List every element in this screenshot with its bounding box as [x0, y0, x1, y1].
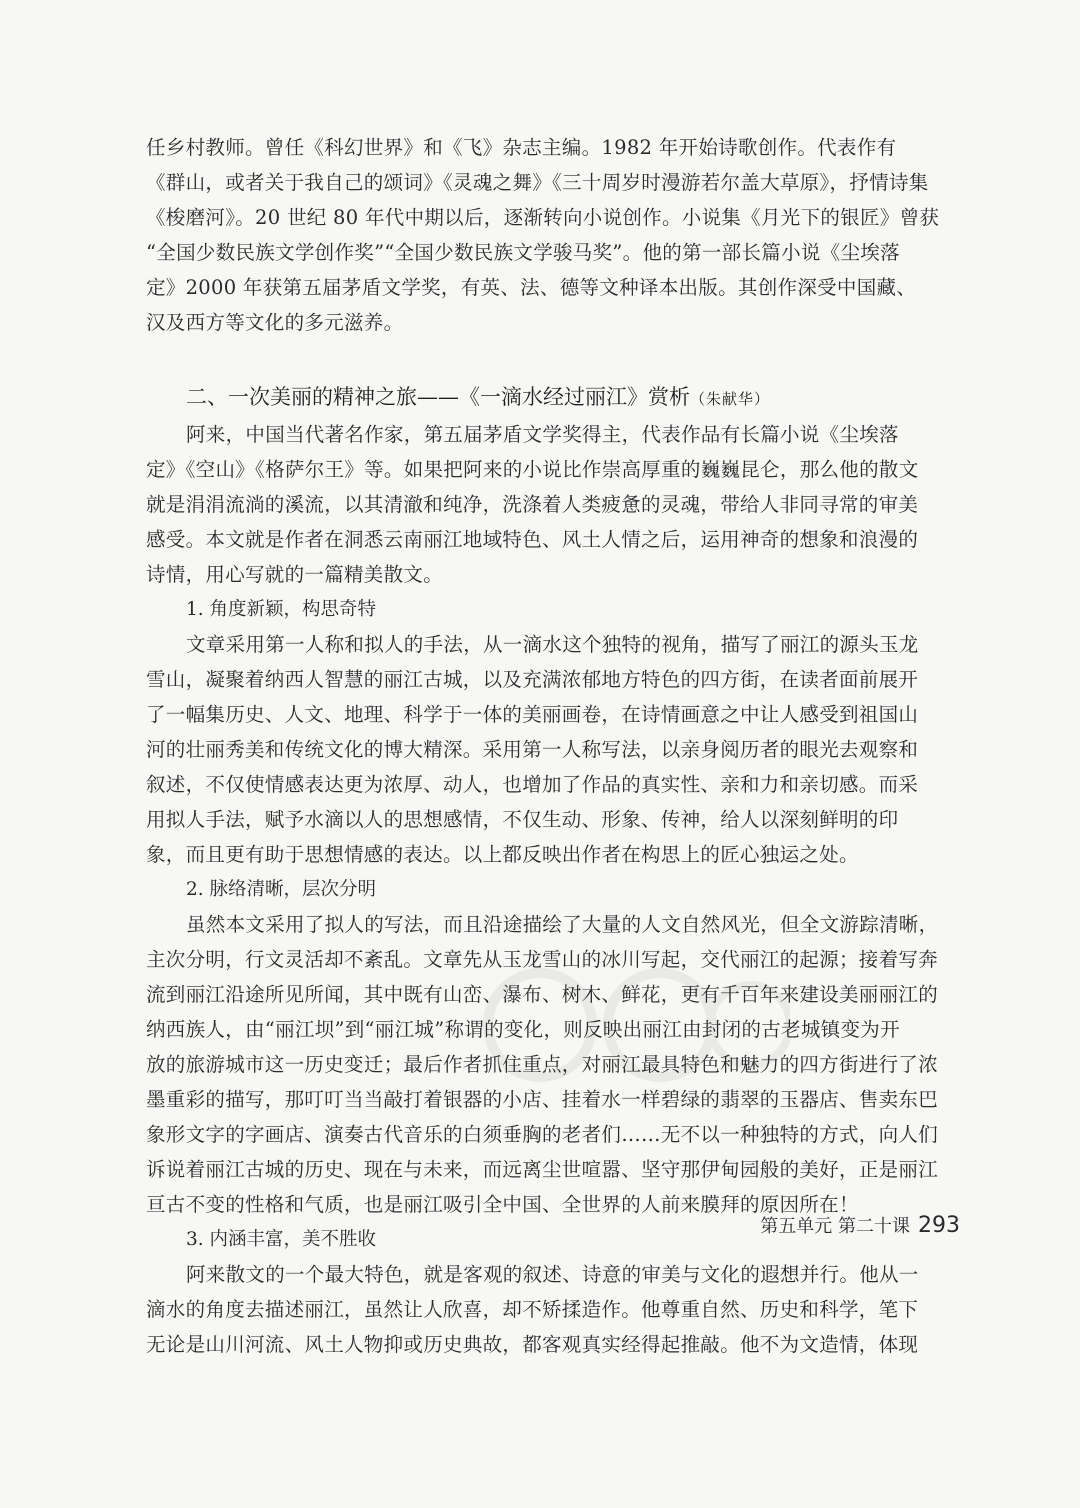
text-line: 了一幅集历史、人文、地理、科学于一体的美丽画卷，在诗情画意之中让人感受到祖国山: [146, 703, 919, 726]
text-line: 《群山，或者关于我自己的颂词》《灵魂之舞》《三十周岁时漫游若尔盖大草原》，抒情诗集: [146, 171, 929, 194]
section-author: （朱献华）: [690, 390, 771, 408]
text-line: 文章采用第一人称和拟人的手法，从一滴水这个独特的视角，描写了丽江的源头玉龙: [186, 633, 919, 656]
text-line: 亘古不变的性格和气质，也是丽江吸引全中国、全世界的人前来膜拜的原因所在！: [146, 1193, 859, 1216]
text-line: 主次分明，行文灵活却不紊乱。文章先从玉龙雪山的冰川写起，交代丽江的起源；接着写奔: [146, 948, 939, 971]
section-heading: [146, 377, 966, 417]
text-line: 定》《空山》《格萨尔王》等。如果把阿来的小说比作崇高厚重的巍巍昆仑，那么他的散文: [146, 458, 919, 481]
text-line: 阿来散文的一个最大特色，就是客观的叙述、诗意的审美与文化的遐想并行。他从一: [186, 1263, 919, 1286]
text-line: 象形文字的字画店、演奏古代音乐的白须垂胸的老者们……无不以一种独特的方式，向人们: [146, 1123, 939, 1146]
text-line: 汉及西方等文化的多元滋养。: [146, 311, 404, 334]
text-line: 叙述，不仅使情感表达更为浓厚、动人，也增加了作品的真实性、亲和力和亲切感。而采: [146, 773, 919, 796]
text-line: “全国少数民族文学创作奖”“全国少数民族文学骏马奖”。他的第一部长篇小说《尘埃落: [146, 241, 900, 264]
text-line: 《梭磨河》。20 世纪 80 年代中期以后，逐渐转向小说创作。小说集《月光下的银匠》曾获: [146, 206, 940, 229]
text-line: 象，而且更有助于思想情感的表达。以上都反映出作者在构思上的匠心独运之处。: [146, 843, 859, 866]
point-1-paragraph: [146, 627, 966, 872]
text-line: 雪山，凝聚着纳西人智慧的丽江古城，以及充满浓郁地方特色的四方街，在读者面前展开: [146, 668, 919, 691]
text-line: 虽然本文采用了拟人的写法，而且沿途描绘了大量的人文自然风光，但全文游踪清晰，: [186, 913, 939, 936]
unit-lesson-label: 第五单元 第二十课: [760, 1216, 910, 1237]
point-3-title: 3. 内涵丰富，美不胜收: [186, 1229, 377, 1250]
point-2-paragraph: [146, 907, 966, 1222]
intro-paragraph: [146, 130, 966, 340]
text-line: 流到丽江沿途所见所闻，其中既有山峦、瀑布、树木、鲜花，更有千百年来建设美丽丽江的: [146, 983, 939, 1006]
text-line: 墨重彩的描写，那叮叮当当敲打着银器的小店、挂着水一样碧绿的翡翠的玉器店、售卖东巴: [146, 1088, 939, 1111]
text-line: 阿来，中国当代著名作家，第五届茅盾文学奖得主，代表作品有长篇小说《尘埃落: [186, 423, 899, 446]
text-line: 诗情，用心写就的一篇精美散文。: [146, 563, 444, 586]
section-intro-paragraph: [146, 417, 966, 592]
text-line: 定》2000 年获第五届茅盾文学奖，有英、法、德等文种译本出版。其创作深受中国藏、: [146, 276, 917, 299]
text-line: 纳西族人，由“丽江坝”到“丽江城”称谓的变化，则反映出丽江由封闭的古老城镇变为开: [146, 1018, 900, 1041]
page-footer: [760, 1212, 960, 1238]
section-title: 二、一次美丽的精神之旅——《一滴水经过丽江》赏析: [186, 385, 690, 409]
text-line: 无论是山川河流、风土人物抑或历史典故，都客观真实经得起推敲。他不为文造情，体现: [146, 1333, 919, 1356]
text-line: 放的旅游城市这一历史变迁；最后作者抓住重点，对丽江最具特色和魅力的四方街进行了浓: [146, 1053, 939, 1076]
text-line: 诉说着丽江古城的历史、现在与未来，而远离尘世喧嚣、坚守那伊甸园般的美好，正是丽江: [146, 1158, 939, 1181]
point-1-title: 1. 角度新颖，构思奇特: [186, 599, 377, 620]
text-line: 就是涓涓流淌的溪流，以其清澈和纯净，洗涤着人类疲惫的灵魂，带给人非同寻常的审美: [146, 493, 919, 516]
point-2-title: 2. 脉络清晰，层次分明: [186, 879, 377, 900]
point-3-paragraph: [146, 1257, 966, 1362]
text-line: 感受。本文就是作者在洞悉云南丽江地域特色、风土人情之后，运用神奇的想象和浪漫的: [146, 528, 919, 551]
page-number: 293: [918, 1213, 960, 1238]
text-line: 用拟人手法，赋予水滴以人的思想感情，不仅生动、形象、传神，给人以深刻鲜明的印: [146, 808, 899, 831]
text-line: 任乡村教师。曾任《科幻世界》和《飞》杂志主编。1982 年开始诗歌创作。代表作有: [146, 136, 897, 159]
text-line: 河的壮丽秀美和传统文化的博大精深。采用第一人称写法，以亲身阅历者的眼光去观察和: [146, 738, 919, 761]
document-page: [146, 130, 966, 1362]
text-line: 滴水的角度去描述丽江，虽然让人欣喜，却不矫揉造作。他尊重自然、历史和科学，笔下: [146, 1298, 919, 1321]
